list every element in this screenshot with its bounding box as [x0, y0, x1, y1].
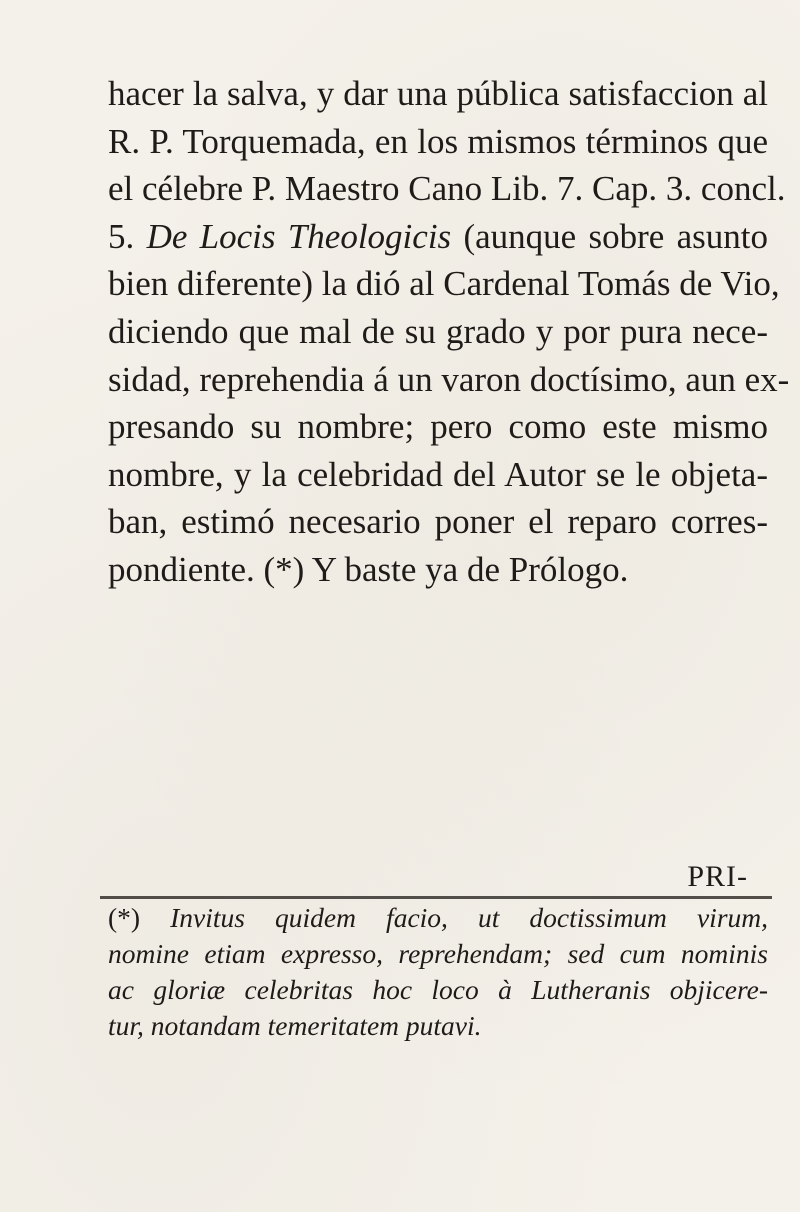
footnote-line-1-text: Invitus quidem facio, ut doctissimum virum,: [170, 902, 769, 933]
conclusion-number: 5.: [108, 216, 135, 256]
main-text-block: [108, 70, 790, 594]
footnote-line-1: [108, 900, 768, 936]
text-line-8: presando su nombre; pero como este mismo: [108, 407, 768, 447]
text-line-7: sidad, reprehendia á un varon doctísimo, aun ex-: [108, 359, 790, 399]
book-title-de-locis: De Locis Theologicis: [146, 216, 452, 256]
text-line-1: hacer la salva, y dar una pública satisfaccion al: [108, 74, 768, 113]
text-line-2: R. P. Torquemada, en los mismos términos que: [108, 121, 768, 161]
text-line-10: ban, estimó necesario poner el reparo corres-: [108, 502, 768, 542]
text-line-11: pondiente. (*) Y baste ya de Prólogo.: [108, 549, 629, 589]
text-line-4-rest: (aunque sobre asunto: [463, 216, 769, 256]
footnote-line-2: nomine etiam expresso, reprehendam; sed cum nominis: [108, 938, 768, 969]
text-line-4: [108, 213, 768, 261]
text-line-6: diciendo que mal de su grado y por pura nece-: [108, 311, 768, 351]
text-line-3: el célebre P. Maestro Cano Lib. 7. Cap. 3. concl.: [108, 169, 786, 209]
footnote-line-3: ac gloriæ celebritas hoc loco à Lutheranis objicere-: [108, 974, 768, 1005]
footnote-line-4: tur, notandam temeritatem putavi.: [108, 1010, 482, 1041]
text-line-5: bien diferente) la dió al Cardenal Tomás de Vio,: [108, 264, 780, 304]
footnote: [108, 900, 768, 1044]
footnote-divider: [100, 896, 772, 899]
text-line-9: nombre, y la celebridad del Autor se le objeta-: [108, 454, 768, 494]
catchword: PRI-: [687, 860, 748, 893]
footnote-mark: (*): [108, 902, 141, 933]
